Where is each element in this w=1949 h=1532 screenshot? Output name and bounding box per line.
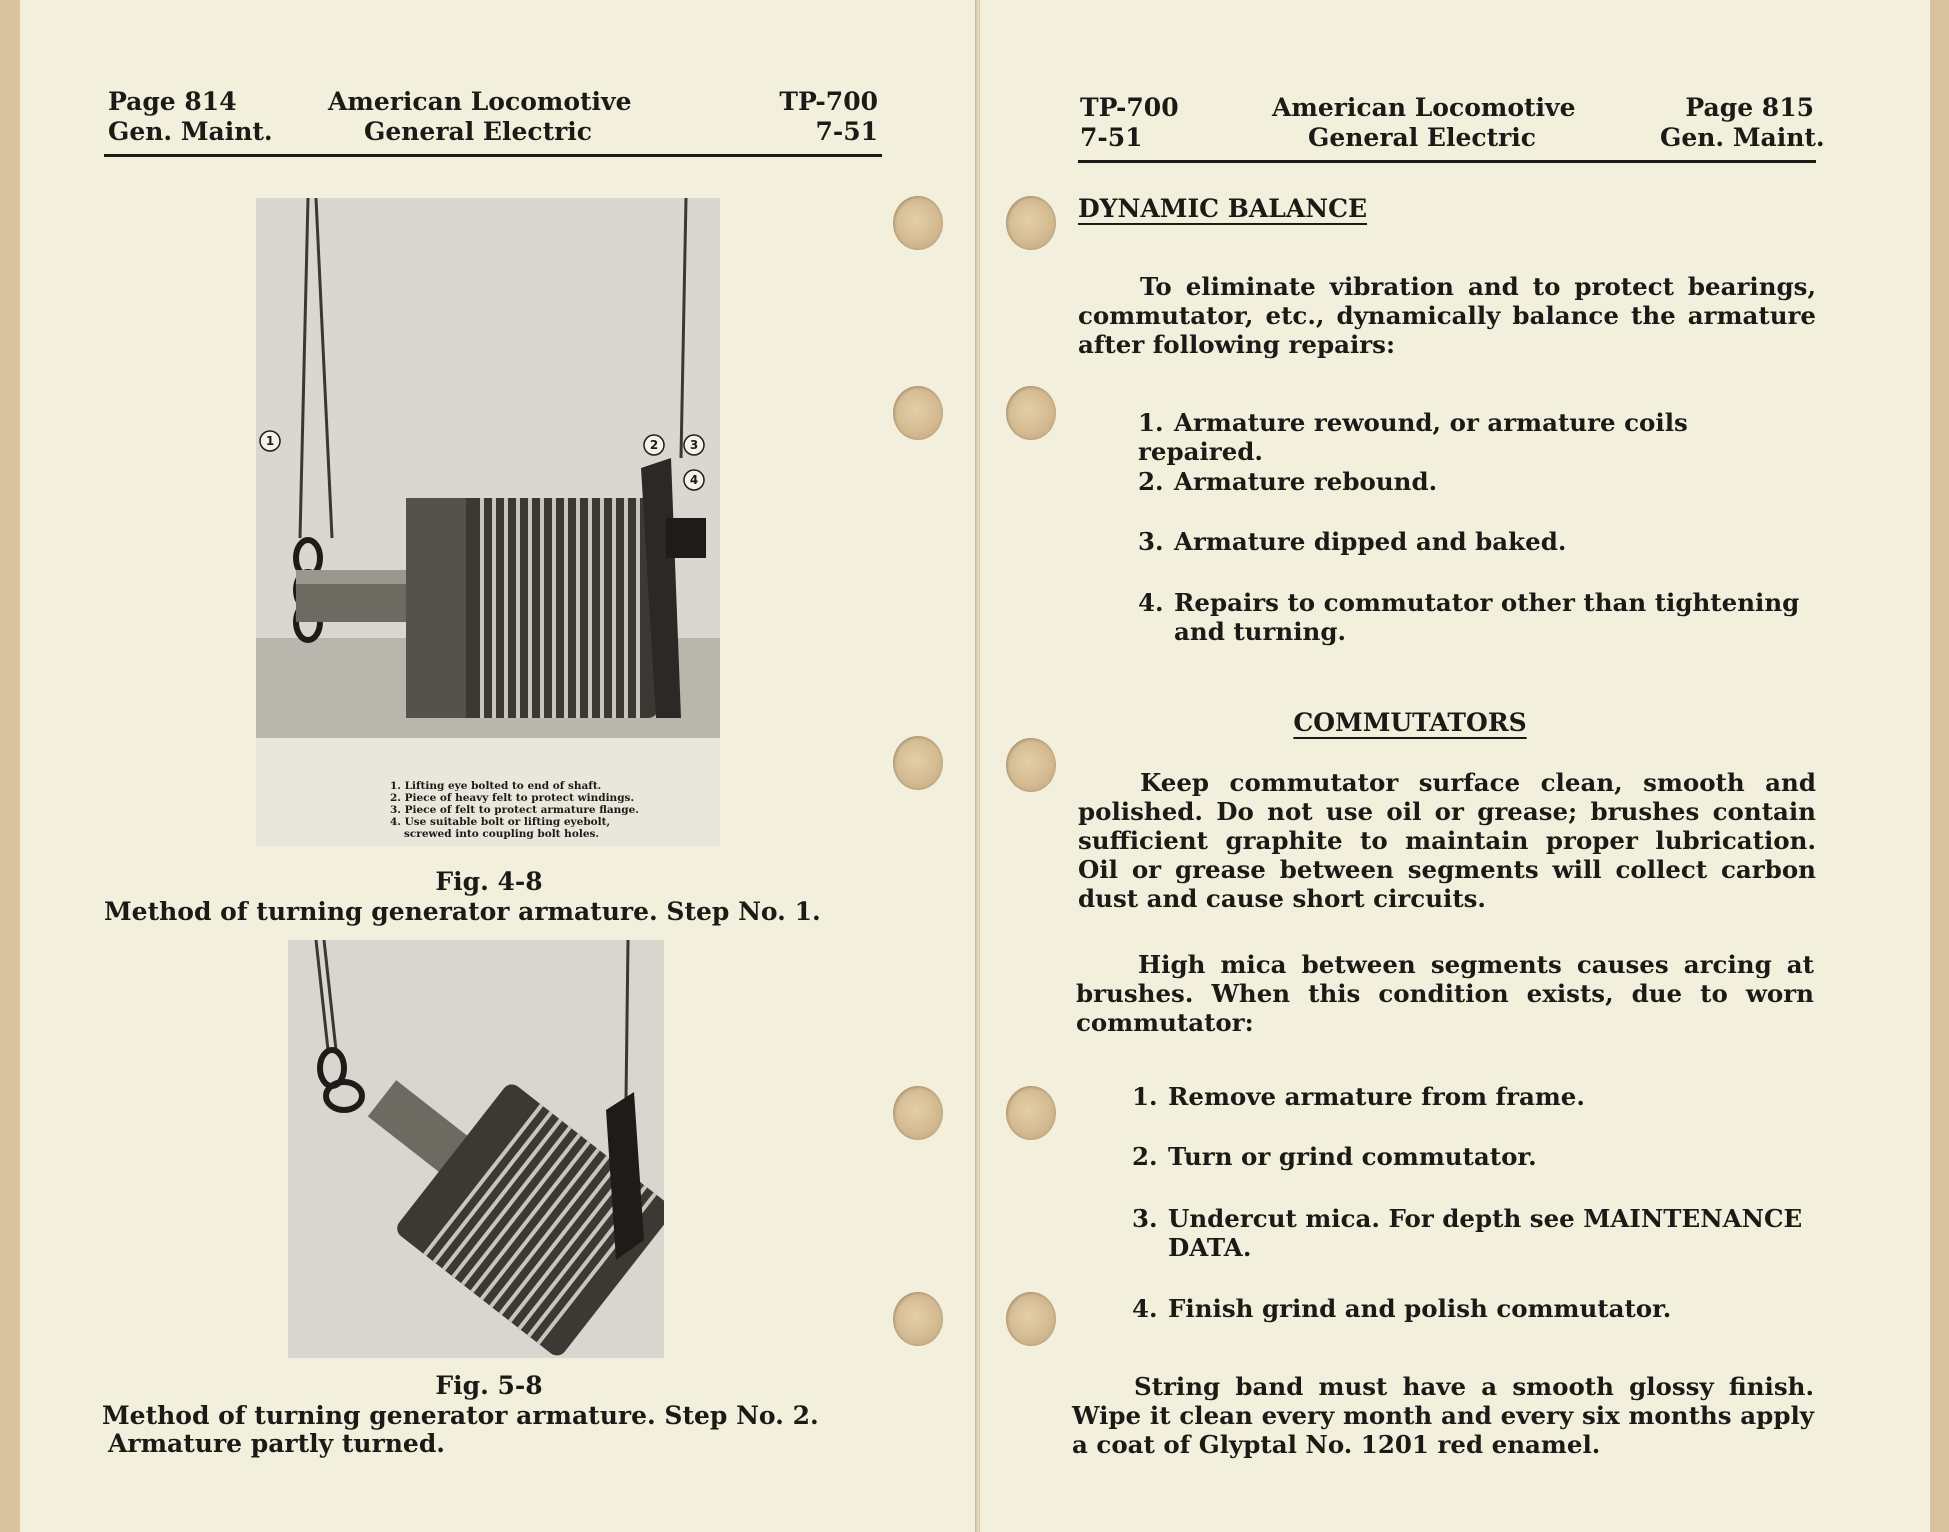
punch-hole: [893, 386, 943, 440]
legend-line: 4. Use suitable bolt or lifting eyebolt,: [390, 816, 611, 828]
figure-4-8-label: Fig. 4-8: [435, 867, 543, 896]
punch-hole: [1006, 1292, 1056, 1346]
section-label: Gen. Maint.: [108, 117, 273, 146]
list-item: 2. Armature rebound.: [1138, 467, 1438, 496]
commutators-heading: COMMUTATORS: [1293, 708, 1527, 737]
punch-hole: [893, 196, 943, 250]
commutators-para-2: High mica between segments causes arcing at brushes. When this condition exists, due to worn commutator:: [1076, 950, 1814, 1037]
header-rule: [1078, 160, 1816, 163]
punch-hole: [893, 1292, 943, 1346]
left-page: [20, 0, 975, 1532]
punch-hole: [1006, 1086, 1056, 1140]
company-name-2: General Electric: [363, 117, 593, 146]
punch-hole: [893, 736, 943, 790]
punch-hole: [893, 1086, 943, 1140]
page-number: Page 814: [108, 87, 237, 116]
page-number: Page 815: [1685, 93, 1814, 122]
right-page: [980, 0, 1930, 1532]
commutators-para-3: String band must have a smooth glossy finish. Wipe it clean every month and every six months apply a coat of Glyptal No. 1201 red enamel.: [1072, 1372, 1814, 1459]
figure-legend: [390, 780, 690, 840]
company-name: American Locomotive: [328, 87, 632, 116]
figure-5-8-caption-2: Armature partly turned.: [108, 1429, 446, 1458]
doc-date: 7-51: [815, 117, 878, 146]
header-rule: [104, 154, 882, 157]
dynamic-balance-heading: DYNAMIC BALANCE: [1078, 194, 1368, 223]
company-name-2: General Electric: [1307, 123, 1537, 152]
dynamic-balance-intro: To eliminate vibration and to protect bearings, commutator, etc., dynamically balance the armature after following repairs:: [1078, 272, 1816, 359]
company-name: American Locomotive: [1272, 93, 1576, 122]
figure-5-8-photo: [288, 940, 664, 1358]
callout-1: 1: [265, 434, 275, 448]
list-item: 2. Turn or grind commutator.: [1132, 1142, 1537, 1171]
doc-date: 7-51: [1080, 123, 1143, 152]
list-item: 3. Undercut mica. For depth see MAINTENANCE DATA.: [1132, 1204, 1803, 1262]
legend-line: screwed into coupling bolt holes.: [404, 828, 600, 840]
list-item: 1. Remove armature from frame.: [1132, 1082, 1585, 1111]
figure-5-8-label: Fig. 5-8: [435, 1371, 543, 1400]
legend-line: 2. Piece of heavy felt to protect windings.: [390, 792, 635, 804]
doc-number: TP-700: [1080, 93, 1179, 122]
punch-hole: [1006, 196, 1056, 250]
figure-5-8-caption: Method of turning generator armature. Step No. 2.: [102, 1401, 819, 1430]
section-label: Gen. Maint.: [1660, 123, 1825, 152]
callout-4: 4: [689, 473, 699, 487]
commutators-para-1: Keep commutator surface clean, smooth and polished. Do not use oil or grease; brushes contain sufficient graphite to maintain proper lubrication. Oil or grease between segments will collect carbon dust and cause short circuits.: [1078, 768, 1816, 913]
list-item: 4. Finish grind and polish commutator.: [1132, 1294, 1672, 1323]
legend-line: 1. Lifting eye bolted to end of shaft.: [390, 780, 602, 792]
callout-2: 2: [649, 438, 659, 452]
punch-hole: [1006, 386, 1056, 440]
list-item: 3. Armature dipped and baked.: [1138, 527, 1567, 556]
list-item: 1. Armature rewound, or armature coils repaired.: [1138, 408, 1688, 466]
doc-number: TP-700: [779, 87, 878, 116]
legend-line: 3. Piece of felt to protect armature flange.: [390, 804, 639, 816]
callout-3: 3: [689, 438, 699, 452]
punch-hole: [1006, 738, 1056, 792]
figure-4-8-caption: Method of turning generator armature. Step No. 1.: [104, 897, 821, 926]
list-item: 4. Repairs to commutator other than tightening and turning.: [1138, 588, 1800, 646]
figure-4-8-photo: [256, 198, 720, 846]
